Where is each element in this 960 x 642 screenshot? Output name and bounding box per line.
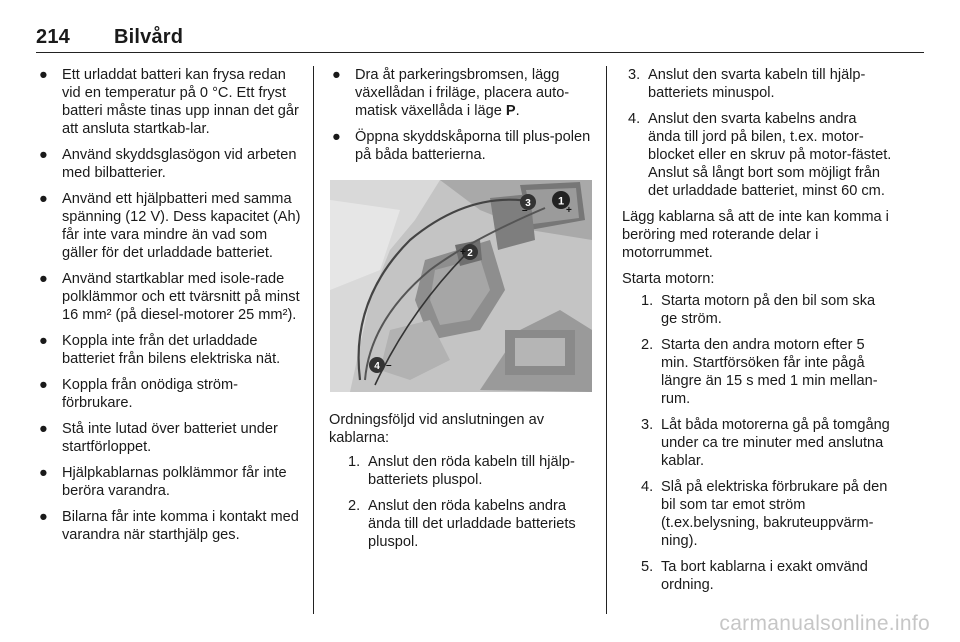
callout-2: 2 [467,248,473,259]
bullet-item [36,332,306,368]
figure-caption: Ordningsföljd vid anslutningen av kablarna: [329,412,544,446]
step-text: Ta bort kablarna i exakt omvänd ordning. [661,559,868,593]
step-item [622,66,892,102]
watermark: carmanualsonline.info [719,612,930,635]
bullet-text: Ett urladdat batteri kan frysa redan vid en temperatur på 0 °C. Ett fryst batteri måste tinas upp innan det går att ansluta startkab-lar. [62,67,299,137]
minus-sign: – [386,360,392,371]
step-text: Starta motorn på den bil som ska ge ström. [661,293,876,327]
bullet-dot: ● [39,271,48,287]
step-item [635,416,892,470]
step-number: 5. [641,559,654,575]
bullet-text: Använd startkablar med isole-rade polklämmor och ett tvärsnitt på minst 16 mm² (på diesel-motorer 25 mm²). [62,271,300,323]
bullet-item [36,190,306,262]
bullet-item [329,66,601,120]
bullet-item [36,66,306,138]
bullet-text: Bilarna får inte komma i kontakt med varandra när starthjälp ges. [62,509,299,543]
step-number: 2. [348,498,361,514]
step-item [342,497,601,551]
step-number: 3. [628,67,641,83]
step-number: 4. [628,111,641,127]
bullet-text: Koppla från onödiga ström-förbrukare. [62,377,239,411]
callout-4: 4 [374,361,380,372]
column-1 [36,66,306,552]
column-3 [622,66,892,602]
start-steps [622,292,892,594]
bullet-item [36,270,306,324]
step-text: Slå på elektriska förbrukare på den bil som tar emot ström (t.ex.belysning, bakruteuppvärm-ning). [661,479,888,549]
bullet-end: . [515,103,520,119]
column-divider-1 [313,66,314,614]
bullet-text: Öppna skyddskåporna till plus-polen på båda batterierna. [355,129,591,163]
gear-position-p: P [505,103,516,119]
step-item [635,292,892,328]
step-number: 1. [348,454,361,470]
connection-steps-continued [622,66,892,200]
bullet-item [36,146,306,182]
bullet-text: Dra åt parkeringsbromsen, lägg växellådan i friläge, placera auto-matisk växellåda i läge [355,67,570,119]
paragraph: Starta motorn: [622,271,715,287]
bullet-dot: ● [39,509,48,525]
step-item [342,453,601,489]
callout-1: 1 [557,195,565,208]
page-title: Bilvård [114,26,184,48]
bullet-text: Koppla inte från det urladdade batteriet från bilens elektriska nät. [62,333,281,367]
engine-bay-image [330,180,592,392]
bullet-dot: ● [332,129,341,145]
column-divider-2 [606,66,607,614]
step-item [635,336,892,408]
bullet-item [36,508,306,544]
bullet-dot: ● [39,421,48,437]
jump-start-illustration [330,180,592,392]
column-2 [329,66,601,559]
step-number: 3. [641,417,654,433]
step-item [635,478,892,550]
step-item [622,110,892,200]
bullet-item [36,420,306,456]
bullet-dot: ● [39,465,48,481]
step-text: Anslut den röda kabelns andra ända till det urladdade batteriets pluspol. [368,498,576,550]
step-text: Starta den andra motorn efter 5 min. Startförsöken får inte pågå längre än 15 s med 1 min mellan-rum. [661,337,878,407]
bullet-text: Hjälpkablarnas polklämmor får inte beröra varandra. [62,465,287,499]
bullet-text: Använd skyddsglasögon vid arbeten med bilbatterier. [62,147,297,181]
step-item [635,558,892,594]
step-number: 1. [641,293,654,309]
bullet-item [36,376,306,412]
bullet-dot: ● [332,67,341,83]
plus-sign: + [460,247,466,258]
plus-sign: + [566,205,572,216]
bullet-dot: ● [39,333,48,349]
bullet-dot: ● [39,377,48,393]
step-number: 4. [641,479,654,495]
connection-steps [329,453,601,551]
page-header [36,26,183,49]
step-text: Låt båda motorerna gå på tomgång under ca tre minuter med anslutna kablar. [661,417,890,469]
step-text: Anslut den röda kabeln till hjälp-batteriets pluspol. [368,454,575,488]
bullet-item [36,464,306,500]
bullet-item [329,128,601,164]
bullet-text: Stå inte lutad över batteriet under startförloppet. [62,421,278,455]
step-number: 2. [641,337,654,353]
bullet-dot: ● [39,67,48,83]
paragraph: Lägg kablarna så att de inte kan komma i beröring med roterande delar i motorrummet. [622,209,889,261]
step-text: Anslut den svarta kabelns andra ända till jord på bilen, t.ex. motor-blocket eller en skruv på motor-fästet. Anslut så långt bort som möjligt från det urladdade batteriet, minst 60 cm. [648,111,892,199]
header-rule [36,52,924,53]
bullet-text: Använd ett hjälpbatteri med samma spänning (12 V). Dess kapacitet (Ah) får inte vara mindre än vad som gäller för det urladdade batteriet. [62,191,301,261]
callout-3: 3 [525,198,531,209]
bullet-dot: ● [39,147,48,163]
bullet-dot: ● [39,191,48,207]
step-text: Anslut den svarta kabeln till hjälp-batteriets minuspol. [648,67,866,101]
minus-sign: – [522,205,528,216]
page-number: 214 [36,26,70,48]
